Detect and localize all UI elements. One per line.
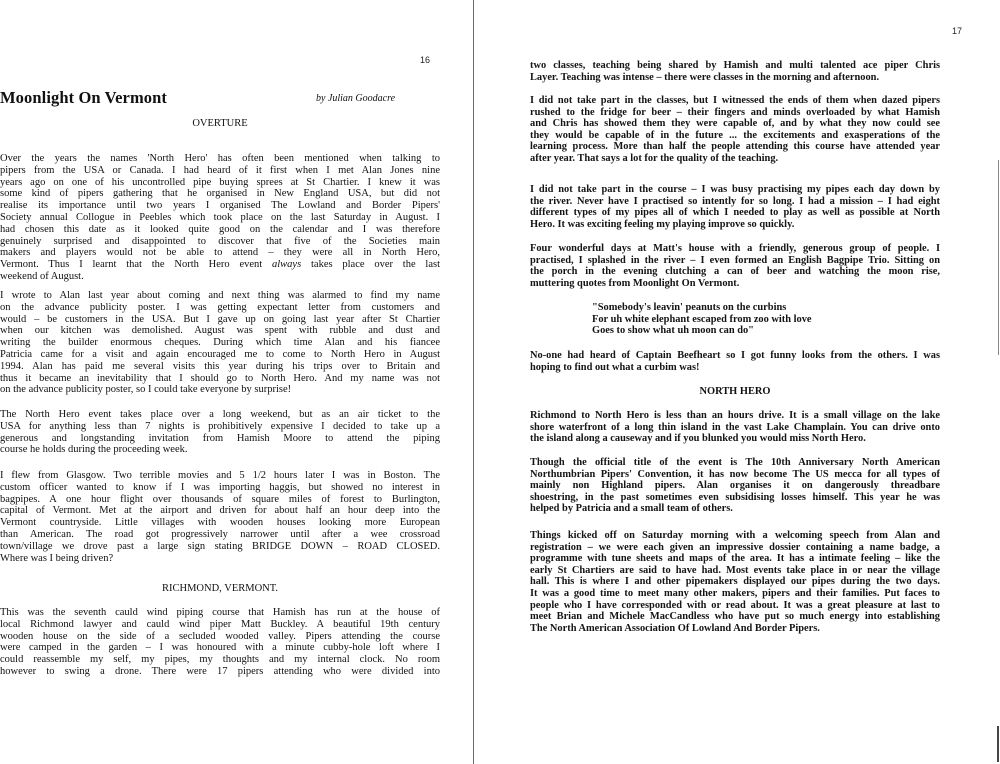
text-line: Things kicked off on Saturday morning with a welcoming speech from Alan and: [530, 530, 940, 541]
text-line-with-emphasis: [0, 259, 440, 271]
text-line: practised, I splashed in the river – I even formed an English Bagpipe Trio. Sitting on: [530, 254, 940, 266]
text-line: bagpipes. A one hour flight over thousands of square miles of forest to Burlington,: [0, 493, 440, 505]
text-line: The North American Association Of Lowland And Border Pipers.: [530, 622, 820, 634]
text-line: meet Brian and Michele MacCandless who have put so much energy into establishing: [530, 611, 940, 623]
text-line: Hero. It was exciting feeling my playing improve so quickly.: [530, 218, 795, 230]
text-line: I did not take part in the course – I was busy practising my pipes each day down by: [530, 184, 940, 195]
song-quote: [592, 302, 812, 337]
text-line: would – be customers in the USA. But I gave up on going last year after St Chartier: [0, 313, 440, 325]
right-page: [530, 0, 963, 764]
verse-line: For uh white elephant escaped from zoo with love: [592, 313, 812, 325]
page-gutter-line: [473, 0, 474, 764]
text-line: registration – we were each given an impressive dossier containing a name badge, a: [530, 541, 940, 553]
text-segment: Though the official title of the event is: [530, 457, 746, 468]
paragraph: [530, 243, 940, 289]
text-line: after year. That says a lot for the quality of the teaching.: [530, 152, 779, 164]
text-line: writing the builder enormous cheques. During which time Alan and his fiancee: [0, 337, 440, 349]
page-number: 17: [952, 26, 963, 36]
text-line: when our kitchen was demolished. August was spent with rubble and dust and: [0, 325, 440, 337]
text-line: two classes, teaching being shared by Hamish and multi talented ace piper Chris: [530, 60, 940, 71]
text-line: could reassemble my self, my pipes, my thoughts and my internal clock. No room: [0, 654, 440, 666]
text-line: Patricia came for a visit and again encouraged me to come to North Hero in August: [0, 348, 440, 360]
text-line: and Chris has showed them they were capable of, and by what they now could see: [530, 118, 940, 130]
text-line: This was the seventh cauld wind piping course that Hamish has run at the house of: [0, 607, 440, 618]
text-line: Over the years the names 'North Hero' has often been mentioned when talking to: [0, 153, 440, 164]
text-line: The North Hero event takes place over a long weekend, but as an air ticket to the: [0, 409, 440, 420]
text-line: Society annual Collogue in Peebles which took place on the last Saturday in August. I: [0, 211, 440, 223]
text-line: USA for anything less than 7 nights is prohibitively expensive I decided to take up a: [0, 420, 440, 432]
text-line: course he holds during the proceeding week.: [0, 444, 188, 456]
text-line-with-event-title: [530, 457, 940, 469]
right-edge-mark: [998, 160, 999, 355]
text-line: Layer. Teaching was intense – there were classes in the morning and afternoon.: [530, 71, 880, 83]
section-heading-north-hero: NORTH HERO: [699, 386, 771, 397]
section-heading-overture: OVERTURE: [192, 118, 248, 129]
paragraph: [530, 95, 940, 165]
text-line: different types of my pipes all of which I needed to play as well as possible at North: [530, 207, 940, 219]
text-line: the island along a causeway and if you blunked you would miss North Hero.: [530, 433, 866, 445]
text-line: muttering quotes from Moonlight On Vermont.: [530, 277, 740, 289]
text-line: they would be capable of in the future ... the excitements and exasperations of the: [530, 129, 940, 141]
paragraph: [530, 530, 940, 634]
text-line: wooden house on the side of a secluded wooded valley. Pipers attending the course: [0, 630, 440, 642]
text-line: thus it became an inevitability that I should go to North Hero. And my name was not: [0, 372, 440, 384]
text-line: on the advance publicity poster, so I could take everyone by surprise!: [0, 384, 292, 396]
text-line: on the advance publicity poster. I was getting expectant letter from customers and: [0, 301, 440, 313]
text-line: years ago on one of his uncontrolled pipe buying sprees at St Chartier. I knew it was: [0, 176, 440, 188]
text-line: than American. The road got progressively narrower until after a wee crossroad: [0, 528, 440, 540]
text-line: Vermont countryside. Little villages with wooden houses looking more European: [0, 517, 440, 529]
text-line: makers and players would not be able to attend – they were all in North Hero,: [0, 247, 440, 259]
text-segment: Vermont. Thus I learnt that the North Hero event: [0, 259, 273, 271]
verse-line: Goes to show what uh moon can do": [592, 325, 754, 337]
text-line: capital of Vermont. Met at the airport and driven for about half an hour deep into the: [0, 505, 440, 517]
text-line: the river. Never have I practised so intently for so long. I had a mission – I had eight: [530, 195, 940, 207]
text-line: pipers from the USA or Canada. I had heard of it first when I met Alan Jones nine: [0, 164, 440, 176]
event-title-part: The 10th Anniversary North American: [745, 457, 940, 468]
text-line: generous and longstanding invitation from Hamish Moore to attend the piping: [0, 432, 440, 444]
left-page: [0, 0, 440, 764]
article-title: Moonlight On Vermont: [0, 88, 168, 107]
text-line: however to swing a drone. There were 17 pipers attending who were divided into: [0, 665, 440, 677]
text-line: weekend of August.: [0, 270, 84, 282]
page-number: 16: [420, 55, 431, 65]
text-line: were camped in the garden – I was honoured with a minute cubby-hole loft where I: [0, 642, 440, 654]
text-line: shoestring, in the past sometimes even subsidising losses himself. This year he was: [530, 491, 940, 503]
paragraph: [530, 410, 940, 445]
text-line: rushed to the fridge for beer – their fingers and minds overloaded by what Hamish: [530, 106, 940, 118]
event-title-part: Northumbrian Pipers' Convention,: [530, 468, 692, 480]
text-line: the porch in the evening clutching a can of beer and watching the moon rise,: [530, 266, 940, 278]
text-line: some kind of pipers gathering that he organised in New England USA, but did not: [0, 188, 440, 200]
section-heading-richmond: RICHMOND, VERMONT.: [162, 583, 278, 594]
text-line: local Richmond lawyer and cauld wind piper Matt Buckley. A beautiful 19th century: [0, 618, 440, 630]
article-byline: by Julian Goodacre: [316, 93, 396, 104]
text-line: town/village we drove past a large sign stating BRIDGE DOWN – ROAD CLOSED.: [0, 540, 440, 552]
text-line: hoping to find out what a curbim was!: [530, 361, 700, 373]
paragraph: [530, 184, 940, 230]
text-segment: takes place over the last: [301, 259, 440, 271]
text-line: Four wonderful days at Matt's house with a friendly, generous group of people. I: [530, 243, 940, 254]
right-edge-mark-bottom: [997, 726, 999, 762]
paragraph: [0, 409, 440, 456]
text-line: hall. This is where I and other pipemakers displayed our pipes during the two days.: [530, 576, 940, 588]
text-line: learning process. More than half the people attending this course have attended year: [530, 141, 940, 153]
text-line: I did not take part in the classes, but I witnessed the ends of them when dazed pipers: [530, 95, 940, 106]
text-line: It was a good time to meet many other makers, pipers and their families. Put faces to: [530, 587, 940, 599]
text-line: 1994. Alan has paid me several visits this year during his trips over to Britain and: [0, 360, 440, 372]
paragraph: [0, 153, 440, 283]
paragraph: [0, 290, 440, 396]
text-segment: it has now become The US mecca for all types of: [691, 468, 940, 480]
text-line: Where was I being driven?: [0, 552, 114, 564]
text-line: realise its importance until two years I organised The Lowland and Border Pipers': [0, 200, 440, 212]
paragraph: [0, 470, 440, 564]
verse-line: "Somebody's leavin' peanuts on the curbins: [592, 302, 787, 313]
paragraph: [530, 457, 940, 515]
paragraph: [530, 60, 940, 83]
text-line: helped by Patricia and a small team of others.: [530, 503, 733, 515]
text-line: custom officer wanted to know if I was importing haggis, but showed no interest in: [0, 481, 440, 493]
text-line-with-event-title: [530, 469, 940, 481]
text-line: early St Chartiers are said to have had. Most events take place in or near the village: [530, 564, 940, 576]
paragraph: [530, 350, 940, 373]
text-line: programme with tune sheets and maps of the area. It has a intimate feeling – like the: [530, 553, 940, 565]
text-line: I flew from Glasgow. Two terrible movies and 5 1/2 hours later I was in Boston. The: [0, 470, 440, 481]
text-line: mainly non Highland pipers. Alan organises it on dangerously threadbare: [530, 480, 940, 492]
text-line: people who I have corresponded with or read about. It was a great pleasure at last to: [530, 599, 940, 611]
text-line: I wrote to Alan last year about coming and next thing was alarmed to find my name: [0, 290, 440, 301]
text-line: genuinely surprised and disappointed to discover that five of the Societies main: [0, 235, 440, 247]
text-line: Richmond to North Hero is less than an hours drive. It is a small village on the lake: [530, 410, 940, 421]
paragraph: [0, 607, 440, 678]
text-line: No-one had heard of Captain Beefheart so I got funny looks from the others. I was: [530, 350, 940, 361]
text-line: had chosen this date as it looked quite good on the calendar and I was therefore: [0, 223, 440, 235]
text-line: shore waterfront of a long thin island in the vast Lake Champlain. You can drive onto: [530, 421, 940, 433]
emphasis-always: always: [272, 259, 302, 271]
